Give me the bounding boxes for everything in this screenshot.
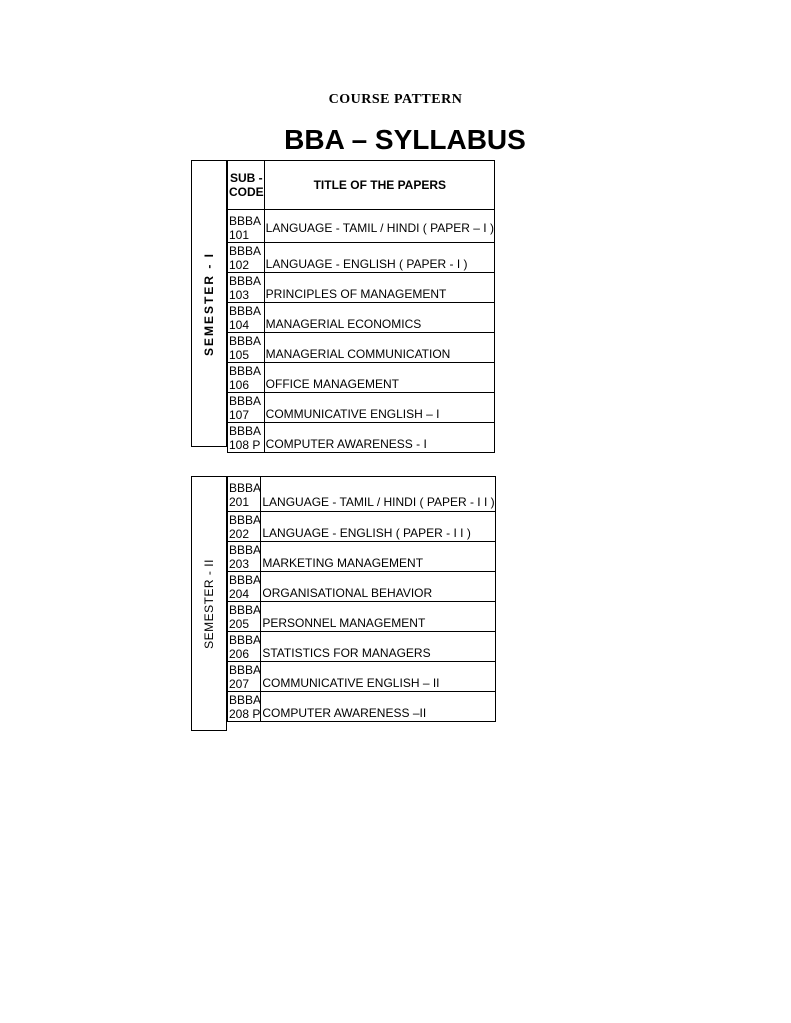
table-row (228, 542, 496, 572)
paper-code: BBBA 203 (229, 543, 262, 571)
paper-title: OFFICE MANAGEMENT (264, 363, 494, 393)
semester-1-label: SEMESTER - I (202, 251, 216, 356)
paper-code: BBBA 104 (228, 303, 265, 333)
paper-title: MANAGERIAL ECONOMICS (264, 303, 494, 333)
paper-code: BBBA 102 (228, 243, 265, 273)
paper-code: BBBA 208 P (229, 693, 262, 721)
table-row (228, 303, 495, 333)
table-row (228, 273, 495, 303)
paper-code: BBBA 204 (229, 573, 262, 601)
paper-title: COMPUTER AWARENESS –II (261, 692, 495, 722)
paper-title: PRINCIPLES OF MANAGEMENT (264, 273, 494, 303)
paper-title: COMPUTER AWARENESS - I (264, 423, 494, 453)
table-row (228, 602, 496, 632)
paper-code: BBBA 103 (228, 273, 265, 303)
table-row (228, 572, 496, 602)
semester-2-label: SEMESTER - II (202, 558, 216, 649)
paper-title: MARKETING MANAGEMENT (261, 542, 495, 572)
paper-title: LANGUAGE - TAMIL / HINDI ( PAPER - I I ) (261, 477, 495, 512)
sub-code-header: SUB - CODE (228, 161, 265, 210)
table-row (228, 393, 495, 423)
page-title: BBA – SYLLABUS (284, 124, 526, 155)
paper-title: LANGUAGE - ENGLISH ( PAPER - I ) (264, 243, 494, 273)
semester-1-table (227, 160, 495, 453)
paper-title: COMMUNICATIVE ENGLISH – II (261, 662, 495, 692)
paper-code: BBBA 106 (228, 363, 265, 393)
paper-title: LANGUAGE - ENGLISH ( PAPER - I I ) (261, 512, 495, 542)
paper-code: BBBA 101 (228, 210, 265, 243)
paper-title: STATISTICS FOR MANAGERS (261, 632, 495, 662)
paper-title: PERSONNEL MANAGEMENT (261, 602, 495, 632)
paper-code: BBBA 107 (228, 393, 265, 423)
semester-1-label-cell (191, 160, 227, 447)
semester-2-label-cell (191, 476, 227, 731)
table-row (228, 512, 496, 542)
table-row (228, 477, 496, 512)
table-row (228, 423, 495, 453)
table-row (228, 210, 495, 243)
table-row (228, 333, 495, 363)
table-row (228, 632, 496, 662)
paper-code: BBBA 202 (229, 513, 262, 541)
paper-code: BBBA 201 (228, 477, 261, 512)
course-pattern-heading: COURSE PATTERN (328, 92, 463, 107)
paper-code: BBBA 105 (228, 333, 265, 363)
paper-code: BBBA 205 (229, 603, 262, 631)
paper-title: ORGANISATIONAL BEHAVIOR (261, 572, 495, 602)
paper-title: MANAGERIAL COMMUNICATION (264, 333, 494, 363)
table-row (228, 692, 496, 722)
paper-code: BBBA 206 (229, 633, 262, 661)
table-row (228, 243, 495, 273)
table-row (228, 363, 495, 393)
title-header: TITLE OF THE PAPERS (264, 161, 494, 210)
table-row (228, 662, 496, 692)
paper-code: BBBA 207 (229, 663, 262, 691)
paper-code: BBBA 108 P (228, 423, 265, 453)
paper-title: COMMUNICATIVE ENGLISH – I (264, 393, 494, 423)
paper-title: LANGUAGE - TAMIL / HINDI ( PAPER – I ) (264, 210, 494, 243)
semester-2-table (227, 476, 496, 722)
table-header-row (228, 161, 495, 210)
